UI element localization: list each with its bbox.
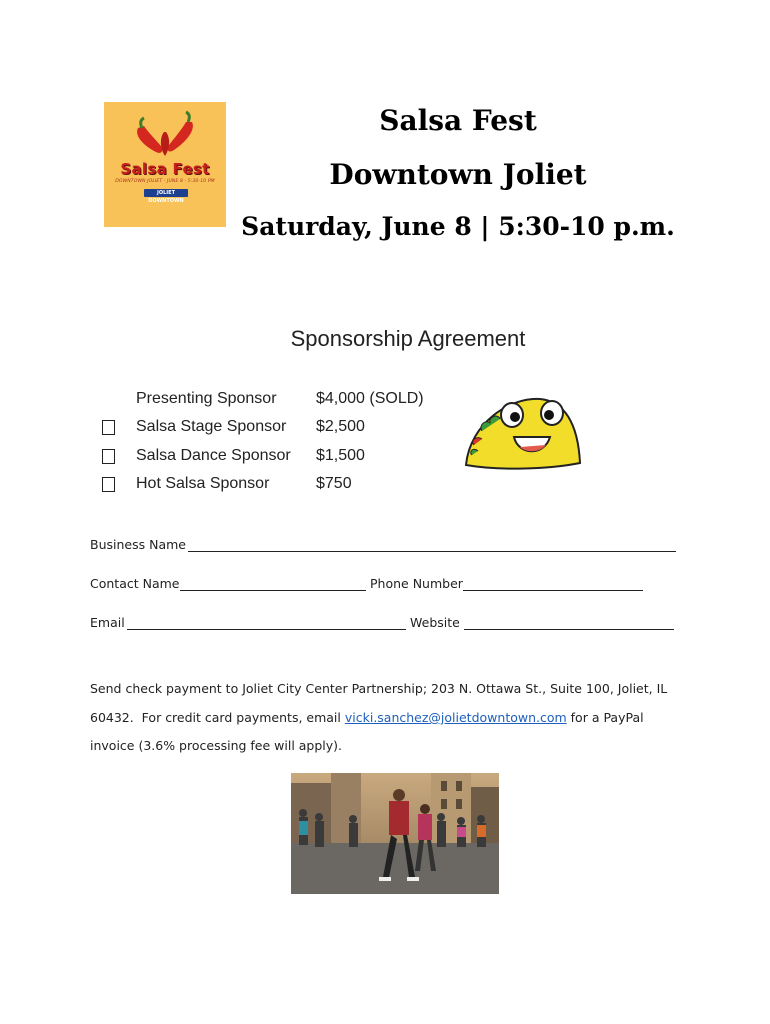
email-field[interactable] bbox=[127, 629, 406, 630]
business-name-field[interactable] bbox=[188, 551, 676, 552]
tier-name: Presenting Sponsor bbox=[136, 390, 277, 407]
website-label: Website bbox=[410, 615, 460, 630]
website-field[interactable] bbox=[464, 629, 674, 630]
business-name-label: Business Name bbox=[90, 537, 186, 552]
payment-line-2-start: 60432. For credit card payments, email bbox=[90, 710, 345, 725]
email-label: Email bbox=[90, 615, 125, 630]
tier-checkbox[interactable] bbox=[102, 420, 115, 435]
tier-name: Salsa Stage Sponsor bbox=[136, 418, 287, 435]
phone-number-field[interactable] bbox=[463, 590, 643, 591]
tier-hot-salsa bbox=[100, 475, 440, 497]
contact-name-field[interactable] bbox=[180, 590, 366, 591]
tier-name: Salsa Dance Sponsor bbox=[136, 447, 291, 464]
logo-tagline: DOWNTOWN JOLIET · JUNE 8 · 5:30-10 PM bbox=[115, 179, 215, 184]
tier-price: $750 bbox=[316, 475, 352, 492]
tier-checkbox[interactable] bbox=[102, 477, 115, 492]
salsa-fest-logo bbox=[104, 102, 226, 227]
logo-brand-badge: JOLIET DOWNTOWN bbox=[144, 189, 188, 197]
tier-name: Hot Salsa Sponsor bbox=[136, 475, 270, 492]
tier-salsa-dance bbox=[100, 447, 440, 469]
payment-line-2 bbox=[90, 710, 644, 725]
event-location: Downtown Joliet bbox=[329, 158, 587, 191]
tier-price: $4,000 (SOLD) bbox=[316, 390, 424, 407]
contact-name-label: Contact Name bbox=[90, 576, 180, 591]
payment-line-2-end: for a PayPal bbox=[566, 710, 644, 725]
tier-checkbox[interactable] bbox=[102, 449, 115, 464]
email-link[interactable]: vicki.sanchez@jolietdowntown.com bbox=[344, 710, 567, 725]
logo-title: Salsa Fest bbox=[120, 160, 210, 178]
phone-number-label: Phone Number bbox=[370, 576, 463, 591]
salsa-dancers-photo bbox=[291, 773, 499, 894]
payment-line-3: invoice (3.6% processing fee will apply). bbox=[90, 738, 343, 753]
tier-price: $1,500 bbox=[316, 447, 365, 464]
tier-presenting bbox=[100, 390, 440, 412]
taco-cartoon-icon bbox=[460, 393, 585, 473]
tier-salsa-stage bbox=[100, 418, 440, 440]
event-title: Salsa Fest bbox=[379, 104, 537, 137]
agreement-title: Sponsorship Agreement bbox=[290, 326, 526, 351]
event-date-time: Saturday, June 8 | 5:30-10 p.m. bbox=[241, 212, 675, 241]
payment-line-1: Send check payment to Joliet City Center Partnership; 203 N. Ottawa St., Suite 100, Joliet, IL bbox=[90, 681, 668, 696]
tier-price: $2,500 bbox=[316, 418, 365, 435]
